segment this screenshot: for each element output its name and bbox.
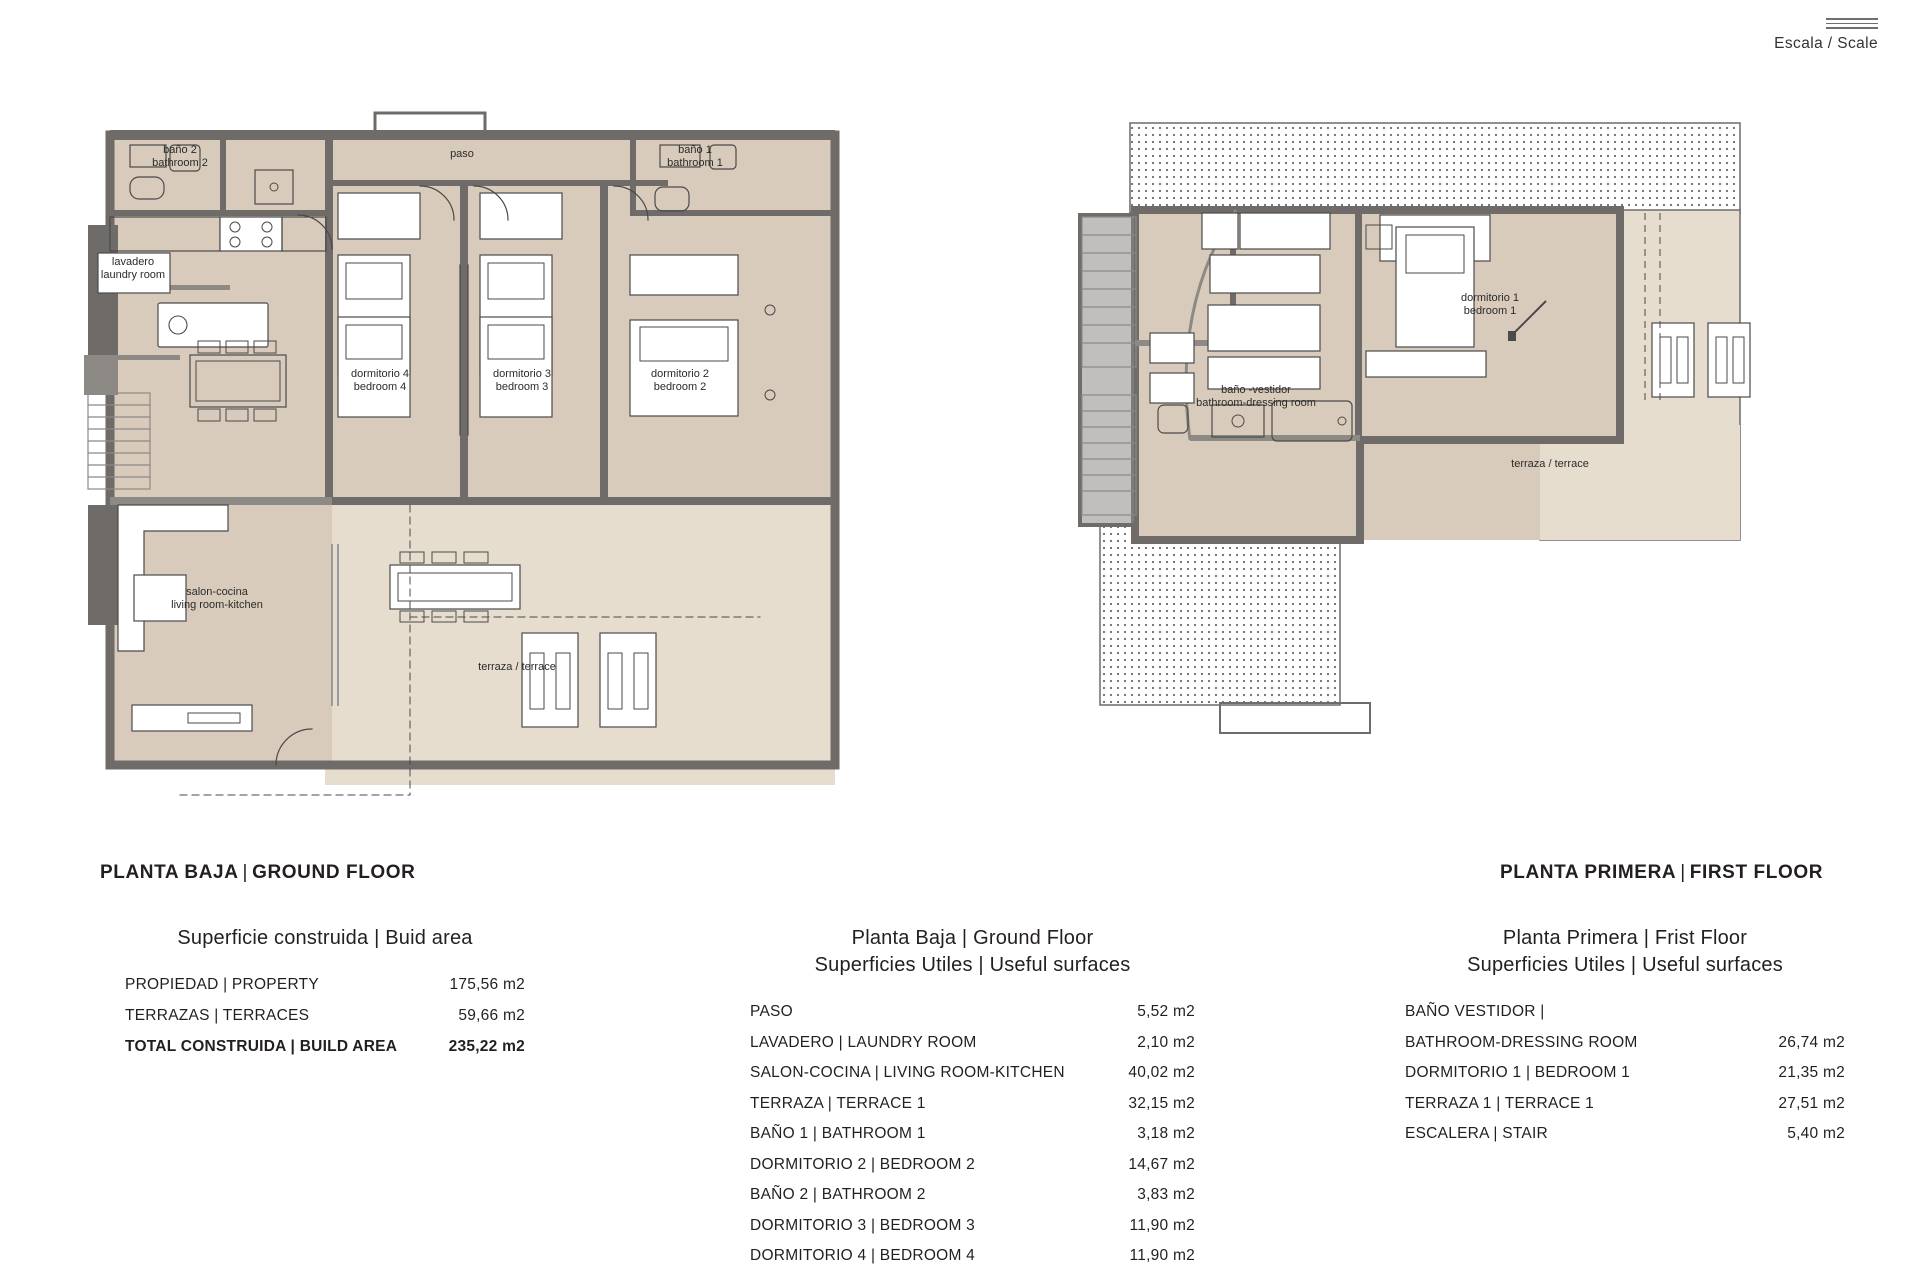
first-useful-legend [1405,925,1845,1156]
first-floor-title-es: PLANTA PRIMERA [1500,862,1677,883]
legend-row [750,1125,1195,1143]
room-label-bedroom1-es: dormitorio 1 [1460,292,1520,304]
legend-row-name: PASO [750,1003,793,1020]
legend-row-value: 32,15 m2 [1128,1094,1195,1112]
legend-row-value: 2,10 m2 [1137,1033,1195,1051]
legend-row-value: 27,51 m2 [1778,1094,1845,1112]
legend-row-name: PROPIEDAD | PROPERTY [125,976,319,993]
room-label-paso: paso [450,148,474,160]
legend-row-value: 14,67 m2 [1128,1155,1195,1173]
legend-row [750,1003,1195,1021]
legend-row [750,1064,1195,1082]
room-label-laundry-es: lavadero [111,256,155,268]
first-floor-plan [1060,105,1800,805]
legend-row-name: BATHROOM-DRESSING ROOM [1405,1033,1638,1051]
legend-row-name: LAVADERO | LAUNDRY ROOM [750,1033,977,1051]
legend-row-name: DORMITORIO 2 | BEDROOM 2 [750,1155,976,1173]
legend-row-value: 5,40 m2 [1787,1125,1845,1142]
room-label-bath-dressing-es: baño -vestidor [1221,384,1291,396]
legend-row [750,1034,1195,1052]
legend-row [125,1038,525,1056]
ground-useful-heading-line2: Superficies Utiles | Useful surfaces [814,954,1131,976]
legend-row [1405,1125,1845,1143]
scale-bar-icon [1774,18,1878,29]
legend-row-name: TERRAZA | TERRACE 1 [750,1094,926,1112]
first-floor-title [1500,862,1823,884]
room-label-laundry-en: laundry room [100,269,166,281]
legend-row-name: ESCALERA | STAIR [1405,1125,1548,1142]
build-area-legend [125,925,525,1069]
legend-row-name: BAÑO VESTIDOR | [1405,1003,1545,1020]
legend-row [1405,1095,1845,1113]
legend-row [125,976,525,994]
legend-row-value: 40,02 m2 [1128,1064,1195,1081]
first-useful-heading [1405,925,1845,979]
ground-floor-title-en: GROUND FLOOR [252,862,416,883]
room-label-bedroom3-en: bedroom 3 [495,381,549,393]
legend-row [1405,1003,1845,1021]
legend-row-value: 59,66 m2 [458,1007,525,1024]
legend-row [750,1247,1195,1265]
legend-row-value: 5,52 m2 [1137,1003,1195,1020]
room-label-bedroom2-es: dormitorio 2 [650,368,710,380]
legend-row-name: BAÑO 2 | BATHROOM 2 [750,1186,926,1203]
ground-useful-heading-line1: Planta Baja | Ground Floor [851,927,1094,949]
room-label-livingkitchen-es: salon-cocina [186,586,248,598]
legend-row-name: TOTAL CONSTRUIDA | BUILD AREA [125,1038,398,1055]
legend-row [750,1156,1195,1174]
ground-useful-heading [750,925,1195,979]
ground-floor-title [100,862,416,884]
build-area-heading: Superficie construida | Buid area [177,927,473,949]
room-label-terrace-ground: terraza / terrace [478,661,556,673]
room-label-bath-dressing-en: bathroom-dressing room [1196,397,1316,409]
room-label-bathroom1-en: bathroom 1 [667,157,723,169]
legend-row-value: 235,22 m2 [448,1038,525,1055]
legend-row [750,1186,1195,1204]
legend-row-name: BAÑO 1 | BATHROOM 1 [750,1125,926,1142]
room-label-bedroom2-en: bedroom 2 [653,381,707,393]
legend-row-value: 26,74 m2 [1778,1033,1845,1051]
room-label-bathroom1-es: baño 1 [678,144,712,156]
legend-row-name: DORMITORIO 3 | BEDROOM 3 [750,1216,976,1234]
legend-row-name: DORMITORIO 4 | BEDROOM 4 [750,1247,976,1264]
legend-row-name: DORMITORIO 1 | BEDROOM 1 [1405,1064,1631,1081]
room-label-terrace-first: terraza / terrace [1511,458,1589,470]
room-label-bedroom4-en: bedroom 4 [353,381,407,393]
legend-row [750,1217,1195,1235]
room-label-bathroom2-en: bathroom 2 [152,157,208,169]
legend-row-value: 21,35 m2 [1778,1064,1845,1081]
ground-floor-plan [70,105,890,805]
legend-row-value: 3,83 m2 [1137,1186,1195,1203]
first-floor-title-en: FIRST FLOOR [1689,862,1824,883]
legend-row [750,1095,1195,1113]
legend-row-name: TERRAZAS | TERRACES [125,1007,310,1024]
legend-row [125,1007,525,1025]
room-label-bedroom1-en: bedroom 1 [1463,305,1517,317]
ground-useful-rows [750,1003,1195,1265]
room-label-bedroom3-es: dormitorio 3 [492,368,552,380]
first-useful-rows [1405,1003,1845,1143]
title-separator: | [1680,862,1686,883]
legend-row-value: 11,90 m2 [1129,1216,1195,1234]
legend-row-value: 175,56 m2 [449,976,525,993]
first-useful-heading-line2: Superficies Utiles | Useful surfaces [1467,954,1783,976]
legend-row-name: SALON-COCINA | LIVING ROOM-KITCHEN [750,1064,1065,1081]
room-label-livingkitchen-en: living room-kitchen [171,599,263,611]
ground-useful-legend [750,925,1195,1278]
ground-floor-title-es: PLANTA BAJA [100,862,239,883]
scale-indicator [1774,18,1878,53]
legend-row [1405,1064,1845,1082]
room-label-bedroom4-es: dormitorio 4 [350,368,410,380]
legend-row-value: 11,90 m2 [1129,1247,1195,1264]
legend-row [1405,1034,1845,1052]
legend-row-value: 3,18 m2 [1137,1125,1195,1142]
legend-row-name: TERRAZA 1 | TERRACE 1 [1405,1094,1595,1112]
scale-label: Escala / Scale [1774,35,1878,52]
build-area-rows [125,976,525,1056]
room-label-bathroom2-es: baño 2 [163,144,197,156]
first-useful-heading-line1: Planta Primera | Frist Floor [1502,927,1748,949]
title-separator: | [242,862,249,883]
